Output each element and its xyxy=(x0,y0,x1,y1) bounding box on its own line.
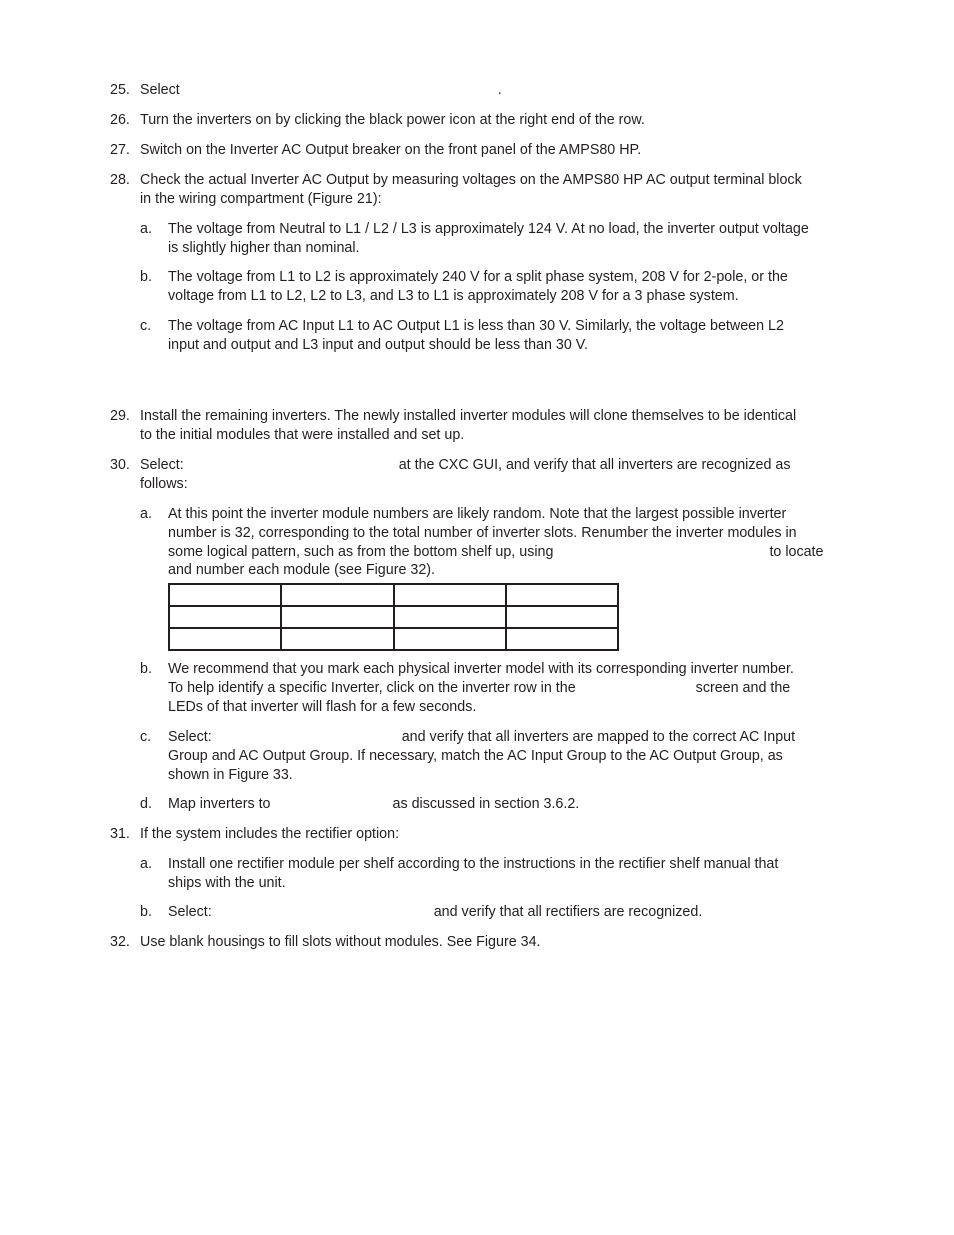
table-cell xyxy=(394,606,506,628)
substep-letter: d. xyxy=(140,796,152,812)
table-cell xyxy=(169,628,281,650)
substep-letter: b. xyxy=(140,269,152,285)
step-text: Use blank housings to fill slots without modules. See Figure 34. xyxy=(140,934,541,950)
substep-letter: b. xyxy=(140,661,152,677)
table-cell xyxy=(394,584,506,606)
table-cell xyxy=(281,584,393,606)
step-text: If the system includes the rectifier option: xyxy=(140,826,400,842)
step-text: Install the remaining inverters. The newly installed inverter modules will clone themselves to be identical to the initial modules that were installed and set up. xyxy=(140,408,797,443)
step-text: Select: at the CXC GUI, and verify that all inverters are recognized as follows: xyxy=(140,457,791,492)
table-cell xyxy=(506,606,618,628)
table-cell xyxy=(506,584,618,606)
table-row xyxy=(169,606,618,628)
substep-letter: a. xyxy=(140,856,152,872)
step-number: 26. xyxy=(110,112,130,128)
substep-text: The voltage from AC Input L1 to AC Output L1 is less than 30 V. Similarly, the voltage between L2 input and output and L3 input and output should be less than 30 V. xyxy=(168,318,784,353)
step-number: 31. xyxy=(110,826,130,842)
substep-letter: a. xyxy=(140,506,152,522)
step-number: 25. xyxy=(110,82,130,98)
substep-letter: a. xyxy=(140,221,152,237)
table-cell xyxy=(169,606,281,628)
substep-text: Select: and verify that all rectifiers are recognized. xyxy=(168,904,703,920)
substep-text: Select: and verify that all inverters are mapped to the correct AC Input Group and AC Output Group. If necessary, match the AC Input Group to the AC Output Group, as shown in Figure 33. xyxy=(168,729,796,783)
step-number: 28. xyxy=(110,172,130,188)
substep-letter: c. xyxy=(140,729,152,745)
table-row xyxy=(169,584,618,606)
substep-letter: c. xyxy=(140,318,152,334)
table-cell xyxy=(281,628,393,650)
substep-text: The voltage from Neutral to L1 / L2 / L3 is approximately 124 V. At no load, the inverter output voltage is slightly higher than nominal. xyxy=(168,221,809,256)
inverter-number-grid xyxy=(168,583,619,651)
step-number: 32. xyxy=(110,934,130,950)
table-cell xyxy=(281,606,393,628)
step-text: Select . xyxy=(140,82,502,98)
step-number: 27. xyxy=(110,142,130,158)
substep-text: We recommend that you mark each physical inverter model with its corresponding inverter number. To help identify a specific Inverter, click on the inverter row in the screen and the LEDs of that inverter will flash for a few seconds. xyxy=(168,661,794,715)
step-number: 30. xyxy=(110,457,130,473)
table-cell xyxy=(169,584,281,606)
substep-letter: b. xyxy=(140,904,152,920)
step-text: Switch on the Inverter AC Output breaker on the front panel of the AMPS80 HP. xyxy=(140,142,642,158)
substep-text: Map inverters to as discussed in section 3.6.2. xyxy=(168,796,580,812)
step-text: Check the actual Inverter AC Output by measuring voltages on the AMPS80 HP AC output terminal block in the wiring compartment (Figure 21): xyxy=(140,172,802,207)
step-number: 29. xyxy=(110,408,130,424)
table-cell xyxy=(394,628,506,650)
table-row xyxy=(169,628,618,650)
substep-text: At this point the inverter module numbers are likely random. Note that the largest possible inverter number is 32, corresponding to the total number of inverter slots. Renumber the inverter modules in some logical pattern, such as from the bottom shelf up, using to locate and number each module (see Figure 32). xyxy=(168,506,824,579)
substep-text: Install one rectifier module per shelf according to the instructions in the rectifier shelf manual that ships with the unit. xyxy=(168,856,779,891)
table-cell xyxy=(506,628,618,650)
step-text: Turn the inverters on by clicking the black power icon at the right end of the row. xyxy=(140,112,645,128)
substep-text: The voltage from L1 to L2 is approximately 240 V for a split phase system, 208 V for 2-pole, or the voltage from L1 to L2, L2 to L3, and L3 to L1 is approximately 208 V for a 3 phase system. xyxy=(168,269,788,304)
